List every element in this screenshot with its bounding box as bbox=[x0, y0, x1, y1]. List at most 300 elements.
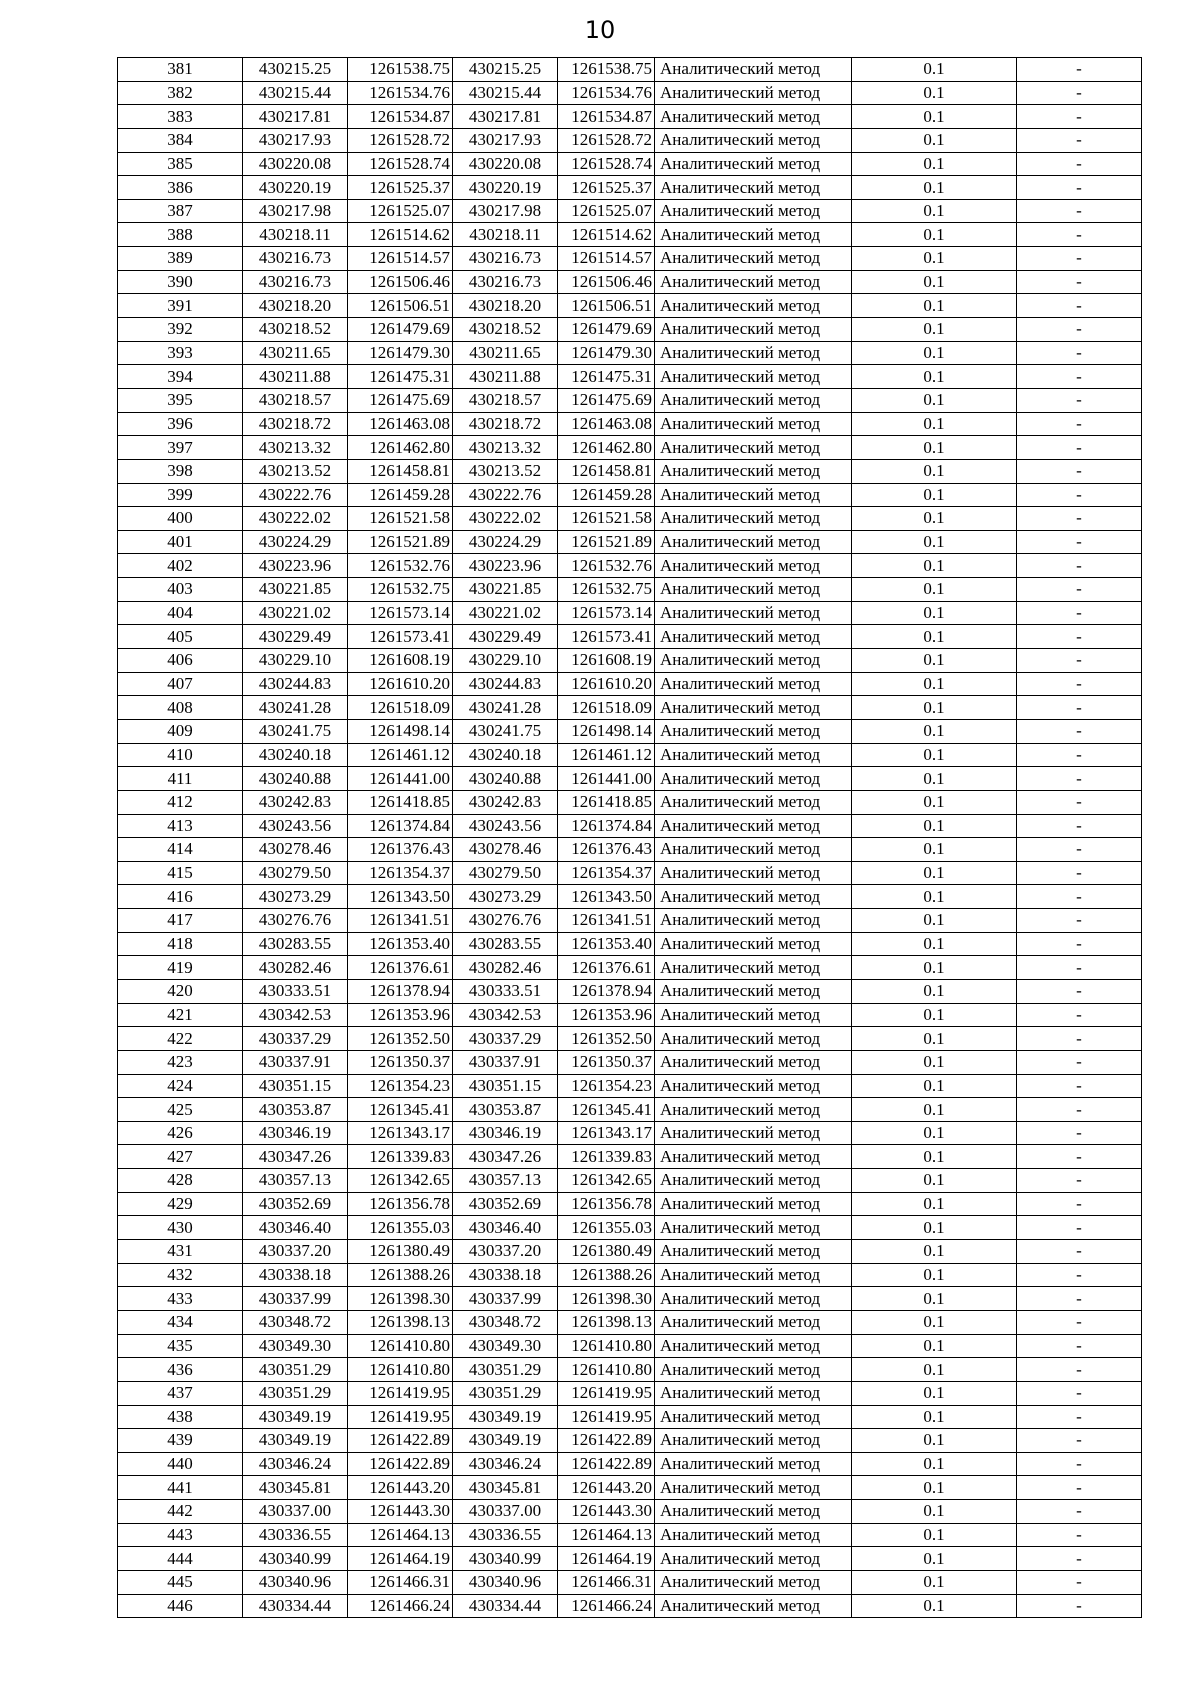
y-new-cell: 1261466.24 bbox=[558, 1594, 655, 1618]
table-row bbox=[118, 436, 1142, 460]
y-new-cell: 1261353.40 bbox=[558, 932, 655, 956]
accuracy-cell: 0.1 bbox=[852, 790, 1017, 814]
x-new-cell: 430283.55 bbox=[453, 932, 558, 956]
point-number-cell: 405 bbox=[118, 625, 243, 649]
y-old-cell: 1261466.31 bbox=[348, 1571, 453, 1595]
point-number-cell: 432 bbox=[118, 1263, 243, 1287]
x-new-cell: 430211.65 bbox=[453, 341, 558, 365]
x-old-cell: 430218.72 bbox=[243, 412, 348, 436]
accuracy-cell: 0.1 bbox=[852, 672, 1017, 696]
x-old-cell: 430220.19 bbox=[243, 176, 348, 200]
note-cell: - bbox=[1017, 861, 1142, 885]
method-cell: Аналитический метод bbox=[655, 1145, 852, 1169]
method-cell: Аналитический метод bbox=[655, 1452, 852, 1476]
x-old-cell: 430220.08 bbox=[243, 152, 348, 176]
y-new-cell: 1261441.00 bbox=[558, 767, 655, 791]
method-cell: Аналитический метод bbox=[655, 81, 852, 105]
y-new-cell: 1261532.76 bbox=[558, 554, 655, 578]
x-new-cell: 430243.56 bbox=[453, 814, 558, 838]
point-number-cell: 441 bbox=[118, 1476, 243, 1500]
table-row bbox=[118, 1452, 1142, 1476]
table-row bbox=[118, 1121, 1142, 1145]
table-row bbox=[118, 790, 1142, 814]
x-old-cell: 430218.20 bbox=[243, 294, 348, 318]
table-row bbox=[118, 247, 1142, 271]
table-row bbox=[118, 176, 1142, 200]
x-new-cell: 430352.69 bbox=[453, 1192, 558, 1216]
table-row bbox=[118, 649, 1142, 673]
x-new-cell: 430349.19 bbox=[453, 1429, 558, 1453]
y-new-cell: 1261352.50 bbox=[558, 1027, 655, 1051]
x-old-cell: 430346.24 bbox=[243, 1452, 348, 1476]
point-number-cell: 401 bbox=[118, 530, 243, 554]
method-cell: Аналитический метод bbox=[655, 1098, 852, 1122]
y-old-cell: 1261462.80 bbox=[348, 436, 453, 460]
x-old-cell: 430279.50 bbox=[243, 861, 348, 885]
x-old-cell: 430218.11 bbox=[243, 223, 348, 247]
accuracy-cell: 0.1 bbox=[852, 601, 1017, 625]
y-new-cell: 1261514.57 bbox=[558, 247, 655, 271]
accuracy-cell: 0.1 bbox=[852, 1098, 1017, 1122]
table-row bbox=[118, 956, 1142, 980]
y-old-cell: 1261506.46 bbox=[348, 270, 453, 294]
accuracy-cell: 0.1 bbox=[852, 341, 1017, 365]
note-cell: - bbox=[1017, 1358, 1142, 1382]
x-new-cell: 430337.29 bbox=[453, 1027, 558, 1051]
y-new-cell: 1261419.95 bbox=[558, 1381, 655, 1405]
method-cell: Аналитический метод bbox=[655, 365, 852, 389]
method-cell: Аналитический метод bbox=[655, 412, 852, 436]
y-new-cell: 1261398.13 bbox=[558, 1310, 655, 1334]
note-cell: - bbox=[1017, 365, 1142, 389]
x-new-cell: 430218.20 bbox=[453, 294, 558, 318]
accuracy-cell: 0.1 bbox=[852, 1594, 1017, 1618]
y-old-cell: 1261441.00 bbox=[348, 767, 453, 791]
table-row bbox=[118, 388, 1142, 412]
note-cell: - bbox=[1017, 932, 1142, 956]
accuracy-cell: 0.1 bbox=[852, 1287, 1017, 1311]
point-number-cell: 389 bbox=[118, 247, 243, 271]
y-new-cell: 1261356.78 bbox=[558, 1192, 655, 1216]
table-row bbox=[118, 885, 1142, 909]
point-number-cell: 400 bbox=[118, 507, 243, 531]
x-new-cell: 430353.87 bbox=[453, 1098, 558, 1122]
x-new-cell: 430333.51 bbox=[453, 979, 558, 1003]
x-old-cell: 430352.69 bbox=[243, 1192, 348, 1216]
method-cell: Аналитический метод bbox=[655, 956, 852, 980]
accuracy-cell: 0.1 bbox=[852, 1145, 1017, 1169]
point-number-cell: 414 bbox=[118, 838, 243, 862]
table-row bbox=[118, 294, 1142, 318]
table-row bbox=[118, 459, 1142, 483]
x-old-cell: 430243.56 bbox=[243, 814, 348, 838]
y-new-cell: 1261573.14 bbox=[558, 601, 655, 625]
point-number-cell: 430 bbox=[118, 1216, 243, 1240]
note-cell: - bbox=[1017, 341, 1142, 365]
point-number-cell: 434 bbox=[118, 1310, 243, 1334]
note-cell: - bbox=[1017, 1287, 1142, 1311]
x-new-cell: 430351.29 bbox=[453, 1358, 558, 1382]
note-cell: - bbox=[1017, 58, 1142, 82]
accuracy-cell: 0.1 bbox=[852, 507, 1017, 531]
x-old-cell: 430222.76 bbox=[243, 483, 348, 507]
x-new-cell: 430222.76 bbox=[453, 483, 558, 507]
y-old-cell: 1261532.75 bbox=[348, 578, 453, 602]
x-old-cell: 430218.52 bbox=[243, 318, 348, 342]
y-old-cell: 1261353.40 bbox=[348, 932, 453, 956]
point-number-cell: 381 bbox=[118, 58, 243, 82]
point-number-cell: 403 bbox=[118, 578, 243, 602]
note-cell: - bbox=[1017, 530, 1142, 554]
y-new-cell: 1261380.49 bbox=[558, 1240, 655, 1264]
accuracy-cell: 0.1 bbox=[852, 1169, 1017, 1193]
accuracy-cell: 0.1 bbox=[852, 483, 1017, 507]
x-new-cell: 430276.76 bbox=[453, 909, 558, 933]
accuracy-cell: 0.1 bbox=[852, 247, 1017, 271]
point-number-cell: 418 bbox=[118, 932, 243, 956]
point-number-cell: 427 bbox=[118, 1145, 243, 1169]
coordinates-table-body bbox=[118, 58, 1142, 1618]
note-cell: - bbox=[1017, 1523, 1142, 1547]
point-number-cell: 412 bbox=[118, 790, 243, 814]
y-old-cell: 1261343.50 bbox=[348, 885, 453, 909]
accuracy-cell: 0.1 bbox=[852, 578, 1017, 602]
point-number-cell: 398 bbox=[118, 459, 243, 483]
method-cell: Аналитический метод bbox=[655, 743, 852, 767]
accuracy-cell: 0.1 bbox=[852, 885, 1017, 909]
method-cell: Аналитический метод bbox=[655, 649, 852, 673]
page-number: 10 bbox=[584, 16, 616, 44]
note-cell: - bbox=[1017, 1074, 1142, 1098]
x-old-cell: 430276.76 bbox=[243, 909, 348, 933]
x-new-cell: 430346.19 bbox=[453, 1121, 558, 1145]
point-number-cell: 384 bbox=[118, 128, 243, 152]
y-old-cell: 1261458.81 bbox=[348, 459, 453, 483]
x-old-cell: 430349.19 bbox=[243, 1405, 348, 1429]
method-cell: Аналитический метод bbox=[655, 176, 852, 200]
x-old-cell: 430337.99 bbox=[243, 1287, 348, 1311]
accuracy-cell: 0.1 bbox=[852, 1547, 1017, 1571]
y-new-cell: 1261498.14 bbox=[558, 719, 655, 743]
method-cell: Аналитический метод bbox=[655, 1074, 852, 1098]
note-cell: - bbox=[1017, 1310, 1142, 1334]
y-old-cell: 1261354.37 bbox=[348, 861, 453, 885]
note-cell: - bbox=[1017, 1334, 1142, 1358]
method-cell: Аналитический метод bbox=[655, 483, 852, 507]
x-old-cell: 430337.00 bbox=[243, 1500, 348, 1524]
x-new-cell: 430348.72 bbox=[453, 1310, 558, 1334]
note-cell: - bbox=[1017, 1050, 1142, 1074]
y-old-cell: 1261374.84 bbox=[348, 814, 453, 838]
x-new-cell: 430338.18 bbox=[453, 1263, 558, 1287]
accuracy-cell: 0.1 bbox=[852, 1216, 1017, 1240]
y-old-cell: 1261356.78 bbox=[348, 1192, 453, 1216]
x-new-cell: 430213.52 bbox=[453, 459, 558, 483]
y-new-cell: 1261464.13 bbox=[558, 1523, 655, 1547]
y-old-cell: 1261354.23 bbox=[348, 1074, 453, 1098]
note-cell: - bbox=[1017, 1263, 1142, 1287]
note-cell: - bbox=[1017, 578, 1142, 602]
x-new-cell: 430351.15 bbox=[453, 1074, 558, 1098]
y-new-cell: 1261341.51 bbox=[558, 909, 655, 933]
table-row bbox=[118, 318, 1142, 342]
x-new-cell: 430221.02 bbox=[453, 601, 558, 625]
x-new-cell: 430337.20 bbox=[453, 1240, 558, 1264]
table-row bbox=[118, 1334, 1142, 1358]
note-cell: - bbox=[1017, 1216, 1142, 1240]
method-cell: Аналитический метод bbox=[655, 1310, 852, 1334]
accuracy-cell: 0.1 bbox=[852, 105, 1017, 129]
x-old-cell: 430241.75 bbox=[243, 719, 348, 743]
accuracy-cell: 0.1 bbox=[852, 814, 1017, 838]
y-new-cell: 1261422.89 bbox=[558, 1429, 655, 1453]
note-cell: - bbox=[1017, 199, 1142, 223]
y-old-cell: 1261341.51 bbox=[348, 909, 453, 933]
point-number-cell: 428 bbox=[118, 1169, 243, 1193]
x-old-cell: 430240.88 bbox=[243, 767, 348, 791]
y-new-cell: 1261378.94 bbox=[558, 979, 655, 1003]
y-old-cell: 1261514.62 bbox=[348, 223, 453, 247]
accuracy-cell: 0.1 bbox=[852, 128, 1017, 152]
coordinates-table bbox=[117, 57, 1142, 1618]
x-old-cell: 430351.29 bbox=[243, 1358, 348, 1382]
x-old-cell: 430346.40 bbox=[243, 1216, 348, 1240]
accuracy-cell: 0.1 bbox=[852, 625, 1017, 649]
accuracy-cell: 0.1 bbox=[852, 412, 1017, 436]
x-new-cell: 430334.44 bbox=[453, 1594, 558, 1618]
point-number-cell: 392 bbox=[118, 318, 243, 342]
note-cell: - bbox=[1017, 318, 1142, 342]
x-old-cell: 430337.91 bbox=[243, 1050, 348, 1074]
method-cell: Аналитический метод bbox=[655, 932, 852, 956]
x-new-cell: 430215.25 bbox=[453, 58, 558, 82]
y-new-cell: 1261459.28 bbox=[558, 483, 655, 507]
accuracy-cell: 0.1 bbox=[852, 1074, 1017, 1098]
y-new-cell: 1261610.20 bbox=[558, 672, 655, 696]
y-old-cell: 1261475.69 bbox=[348, 388, 453, 412]
y-old-cell: 1261419.95 bbox=[348, 1381, 453, 1405]
x-new-cell: 430217.93 bbox=[453, 128, 558, 152]
y-new-cell: 1261339.83 bbox=[558, 1145, 655, 1169]
method-cell: Аналитический метод bbox=[655, 1027, 852, 1051]
y-old-cell: 1261525.37 bbox=[348, 176, 453, 200]
method-cell: Аналитический метод bbox=[655, 696, 852, 720]
method-cell: Аналитический метод bbox=[655, 554, 852, 578]
accuracy-cell: 0.1 bbox=[852, 1452, 1017, 1476]
y-new-cell: 1261464.19 bbox=[558, 1547, 655, 1571]
method-cell: Аналитический метод bbox=[655, 105, 852, 129]
point-number-cell: 402 bbox=[118, 554, 243, 578]
point-number-cell: 419 bbox=[118, 956, 243, 980]
point-number-cell: 435 bbox=[118, 1334, 243, 1358]
table-row bbox=[118, 1358, 1142, 1382]
accuracy-cell: 0.1 bbox=[852, 294, 1017, 318]
x-new-cell: 430337.00 bbox=[453, 1500, 558, 1524]
table-row bbox=[118, 814, 1142, 838]
x-old-cell: 430353.87 bbox=[243, 1098, 348, 1122]
table-row bbox=[118, 483, 1142, 507]
point-number-cell: 410 bbox=[118, 743, 243, 767]
method-cell: Аналитический метод bbox=[655, 1263, 852, 1287]
method-cell: Аналитический метод bbox=[655, 979, 852, 1003]
table-row bbox=[118, 1571, 1142, 1595]
method-cell: Аналитический метод bbox=[655, 1547, 852, 1571]
table-row bbox=[118, 1050, 1142, 1074]
y-new-cell: 1261398.30 bbox=[558, 1287, 655, 1311]
method-cell: Аналитический метод bbox=[655, 199, 852, 223]
y-old-cell: 1261388.26 bbox=[348, 1263, 453, 1287]
table-row bbox=[118, 1523, 1142, 1547]
x-old-cell: 430346.19 bbox=[243, 1121, 348, 1145]
y-old-cell: 1261443.30 bbox=[348, 1500, 453, 1524]
x-new-cell: 430222.02 bbox=[453, 507, 558, 531]
table-row bbox=[118, 1476, 1142, 1500]
table-row bbox=[118, 1216, 1142, 1240]
y-old-cell: 1261521.89 bbox=[348, 530, 453, 554]
y-old-cell: 1261506.51 bbox=[348, 294, 453, 318]
accuracy-cell: 0.1 bbox=[852, 1192, 1017, 1216]
accuracy-cell: 0.1 bbox=[852, 767, 1017, 791]
y-new-cell: 1261466.31 bbox=[558, 1571, 655, 1595]
y-old-cell: 1261398.13 bbox=[348, 1310, 453, 1334]
method-cell: Аналитический метод bbox=[655, 672, 852, 696]
y-new-cell: 1261532.75 bbox=[558, 578, 655, 602]
accuracy-cell: 0.1 bbox=[852, 743, 1017, 767]
method-cell: Аналитический метод bbox=[655, 601, 852, 625]
x-old-cell: 430351.29 bbox=[243, 1381, 348, 1405]
y-new-cell: 1261608.19 bbox=[558, 649, 655, 673]
accuracy-cell: 0.1 bbox=[852, 1571, 1017, 1595]
x-old-cell: 430217.93 bbox=[243, 128, 348, 152]
x-new-cell: 430217.81 bbox=[453, 105, 558, 129]
note-cell: - bbox=[1017, 1476, 1142, 1500]
note-cell: - bbox=[1017, 1240, 1142, 1264]
x-old-cell: 430334.44 bbox=[243, 1594, 348, 1618]
table-row bbox=[118, 81, 1142, 105]
table-row bbox=[118, 199, 1142, 223]
x-new-cell: 430273.29 bbox=[453, 885, 558, 909]
point-number-cell: 415 bbox=[118, 861, 243, 885]
x-old-cell: 430213.32 bbox=[243, 436, 348, 460]
y-old-cell: 1261418.85 bbox=[348, 790, 453, 814]
note-cell: - bbox=[1017, 1547, 1142, 1571]
y-new-cell: 1261518.09 bbox=[558, 696, 655, 720]
x-new-cell: 430229.49 bbox=[453, 625, 558, 649]
table-row bbox=[118, 767, 1142, 791]
accuracy-cell: 0.1 bbox=[852, 932, 1017, 956]
note-cell: - bbox=[1017, 128, 1142, 152]
table-row bbox=[118, 412, 1142, 436]
point-number-cell: 383 bbox=[118, 105, 243, 129]
x-new-cell: 430278.46 bbox=[453, 838, 558, 862]
x-new-cell: 430215.44 bbox=[453, 81, 558, 105]
note-cell: - bbox=[1017, 1571, 1142, 1595]
y-old-cell: 1261410.80 bbox=[348, 1334, 453, 1358]
x-old-cell: 430223.96 bbox=[243, 554, 348, 578]
x-old-cell: 430349.19 bbox=[243, 1429, 348, 1453]
point-number-cell: 388 bbox=[118, 223, 243, 247]
y-old-cell: 1261410.80 bbox=[348, 1358, 453, 1382]
point-number-cell: 442 bbox=[118, 1500, 243, 1524]
note-cell: - bbox=[1017, 412, 1142, 436]
note-cell: - bbox=[1017, 1594, 1142, 1618]
y-new-cell: 1261410.80 bbox=[558, 1334, 655, 1358]
point-number-cell: 422 bbox=[118, 1027, 243, 1051]
y-new-cell: 1261458.81 bbox=[558, 459, 655, 483]
point-number-cell: 406 bbox=[118, 649, 243, 673]
table-row bbox=[118, 1263, 1142, 1287]
point-number-cell: 437 bbox=[118, 1381, 243, 1405]
y-old-cell: 1261422.89 bbox=[348, 1429, 453, 1453]
note-cell: - bbox=[1017, 885, 1142, 909]
x-old-cell: 430218.57 bbox=[243, 388, 348, 412]
table-row bbox=[118, 1145, 1142, 1169]
y-old-cell: 1261610.20 bbox=[348, 672, 453, 696]
table-row bbox=[118, 554, 1142, 578]
note-cell: - bbox=[1017, 152, 1142, 176]
table-row bbox=[118, 1594, 1142, 1618]
table-row bbox=[118, 979, 1142, 1003]
x-old-cell: 430283.55 bbox=[243, 932, 348, 956]
x-old-cell: 430347.26 bbox=[243, 1145, 348, 1169]
note-cell: - bbox=[1017, 1121, 1142, 1145]
accuracy-cell: 0.1 bbox=[852, 270, 1017, 294]
note-cell: - bbox=[1017, 719, 1142, 743]
table-row bbox=[118, 530, 1142, 554]
x-new-cell: 430346.24 bbox=[453, 1452, 558, 1476]
x-old-cell: 430229.10 bbox=[243, 649, 348, 673]
accuracy-cell: 0.1 bbox=[852, 1429, 1017, 1453]
note-cell: - bbox=[1017, 247, 1142, 271]
x-old-cell: 430342.53 bbox=[243, 1003, 348, 1027]
method-cell: Аналитический метод bbox=[655, 459, 852, 483]
method-cell: Аналитический метод bbox=[655, 909, 852, 933]
x-new-cell: 430337.99 bbox=[453, 1287, 558, 1311]
x-old-cell: 430340.96 bbox=[243, 1571, 348, 1595]
table-row bbox=[118, 1240, 1142, 1264]
x-old-cell: 430213.52 bbox=[243, 459, 348, 483]
x-new-cell: 430223.96 bbox=[453, 554, 558, 578]
method-cell: Аналитический метод bbox=[655, 1429, 852, 1453]
point-number-cell: 436 bbox=[118, 1358, 243, 1382]
method-cell: Аналитический метод bbox=[655, 341, 852, 365]
y-old-cell: 1261353.96 bbox=[348, 1003, 453, 1027]
y-new-cell: 1261410.80 bbox=[558, 1358, 655, 1382]
y-new-cell: 1261343.17 bbox=[558, 1121, 655, 1145]
method-cell: Аналитический метод bbox=[655, 1192, 852, 1216]
accuracy-cell: 0.1 bbox=[852, 1381, 1017, 1405]
point-number-cell: 409 bbox=[118, 719, 243, 743]
y-new-cell: 1261525.37 bbox=[558, 176, 655, 200]
note-cell: - bbox=[1017, 105, 1142, 129]
point-number-cell: 445 bbox=[118, 1571, 243, 1595]
table-row bbox=[118, 1287, 1142, 1311]
x-new-cell: 430349.30 bbox=[453, 1334, 558, 1358]
x-new-cell: 430337.91 bbox=[453, 1050, 558, 1074]
accuracy-cell: 0.1 bbox=[852, 58, 1017, 82]
table-row bbox=[118, 128, 1142, 152]
y-new-cell: 1261514.62 bbox=[558, 223, 655, 247]
y-old-cell: 1261479.69 bbox=[348, 318, 453, 342]
y-new-cell: 1261345.41 bbox=[558, 1098, 655, 1122]
method-cell: Аналитический метод bbox=[655, 578, 852, 602]
method-cell: Аналитический метод bbox=[655, 388, 852, 412]
y-old-cell: 1261464.13 bbox=[348, 1523, 453, 1547]
x-old-cell: 430211.88 bbox=[243, 365, 348, 389]
y-old-cell: 1261380.49 bbox=[348, 1240, 453, 1264]
accuracy-cell: 0.1 bbox=[852, 1050, 1017, 1074]
y-old-cell: 1261376.61 bbox=[348, 956, 453, 980]
